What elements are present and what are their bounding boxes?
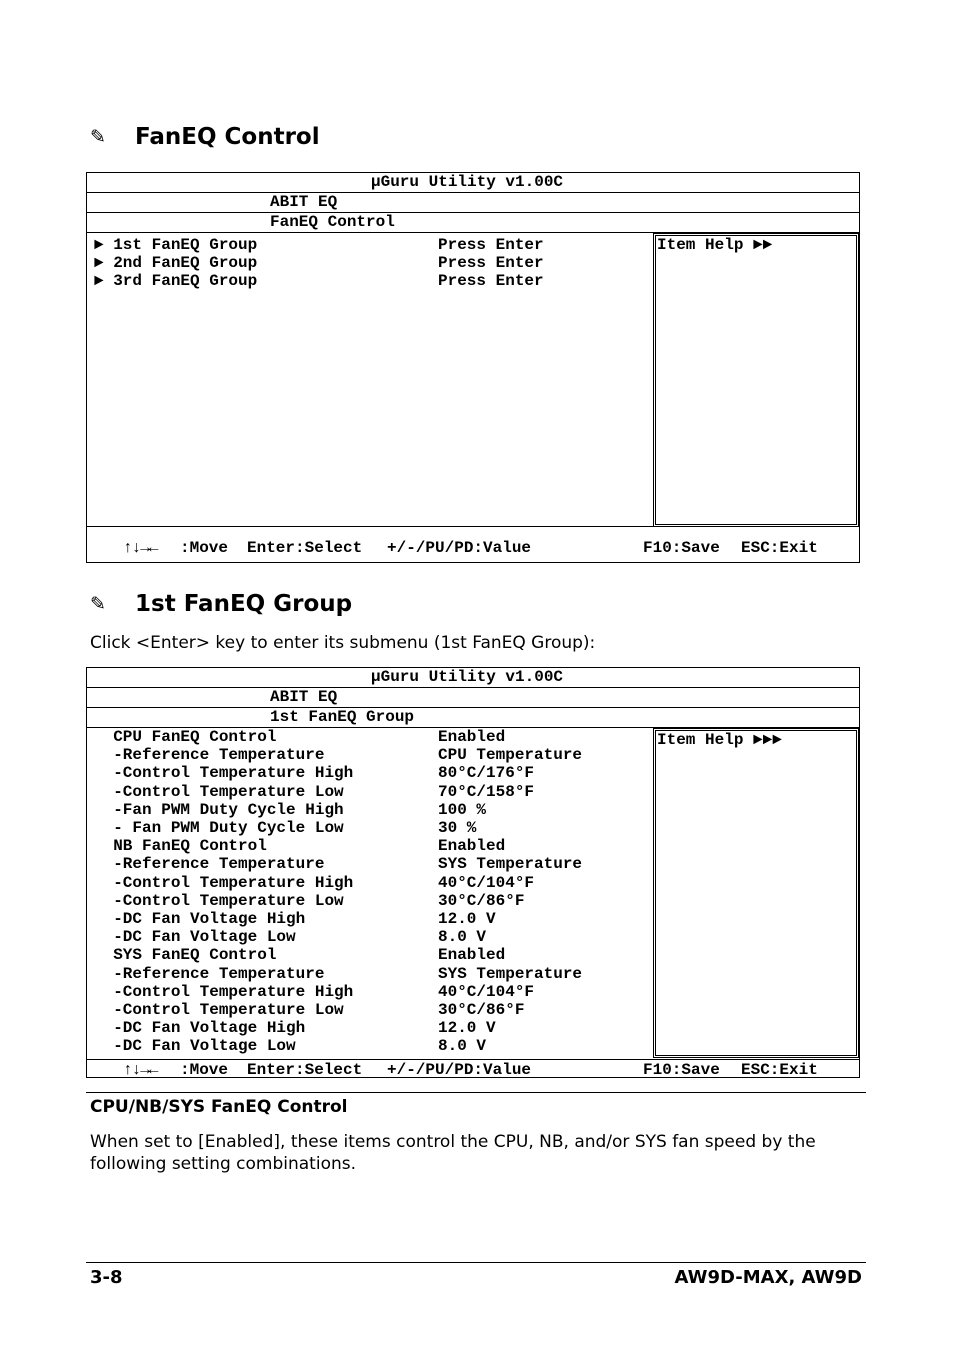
setting-value: 30°C/86°F: [438, 891, 525, 910]
item-help-panel: [653, 728, 859, 1058]
hint-move: :Move: [180, 539, 229, 557]
setting-value: Enabled: [438, 728, 506, 746]
bios-title-bar: [87, 173, 859, 193]
item-help-panel: [653, 233, 859, 527]
subsection-title: CPU/NB/SYS FanEQ Control: [90, 1097, 348, 1117]
setting-value: 8.0 V: [438, 1037, 487, 1056]
bios-screen-1st-faneq-group: [86, 667, 860, 1078]
setting-value: 30 %: [438, 819, 477, 837]
bios-subheader: [87, 688, 859, 708]
intro-text: Click <Enter> key to enter its submenu (1st FanEQ Group):: [90, 633, 596, 653]
item-value: Press Enter: [438, 236, 544, 254]
bios-screen-faneq-control: [86, 172, 860, 563]
hint-move: :Move: [180, 1061, 229, 1079]
setting-value: 8.0 V: [438, 928, 487, 947]
hint-value: +/-/PU/PD:Value: [387, 1061, 532, 1079]
bios-menu-body: [87, 728, 859, 1060]
setting-value: SYS Temperature: [438, 964, 583, 983]
bios-menu-title: 1st FanEQ Group: [270, 708, 415, 726]
bios-subheader: [87, 193, 859, 213]
setting-label: SYS FanEQ Control: [94, 946, 277, 965]
hint-save: F10:Save: [643, 539, 720, 557]
item-label: ► 3rd FanEQ Group: [94, 272, 258, 290]
setting-value: 40°C/104°F: [438, 982, 535, 1001]
section-heading-1st-faneq-group: [90, 591, 352, 617]
bios-title: µGuru Utility v1.00C: [371, 173, 564, 191]
setting-value: 40°C/104°F: [438, 873, 535, 892]
item-value: Press Enter: [438, 254, 544, 272]
setting-value: CPU Temperature: [438, 746, 583, 765]
arrow-keys-icon: ↑↓→←: [123, 539, 158, 557]
section-title: 1st FanEQ Group: [135, 591, 353, 617]
hint-save: F10:Save: [643, 1061, 720, 1079]
description-text: When set to [Enabled], these items control the CPU, NB, and/or SYS fan speed by the following setting combinations.: [90, 1132, 816, 1174]
setting-label: -Reference Temperature: [94, 855, 325, 874]
setting-value: 70°C/158°F: [438, 782, 535, 801]
arrow-keys-icon: ↑↓→←: [123, 1061, 158, 1079]
setting-value: SYS Temperature: [438, 855, 583, 874]
bios-menu-title: FanEQ Control: [270, 213, 395, 231]
hint-select: Enter:Select: [247, 1061, 363, 1079]
bios-menu-body: [87, 233, 859, 527]
section-title: FanEQ Control: [135, 124, 320, 150]
bios-key-hints: [87, 527, 859, 563]
hint-select: Enter:Select: [247, 539, 363, 557]
setting-label: -Control Temperature High: [94, 873, 354, 892]
setting-label: -Control Temperature High: [94, 982, 354, 1001]
setting-label: -DC Fan Voltage High: [94, 1019, 306, 1038]
setting-label: -Reference Temperature: [94, 746, 325, 765]
item-label: ► 1st FanEQ Group: [94, 236, 258, 254]
item-value: Press Enter: [438, 272, 544, 290]
setting-label: -DC Fan Voltage Low: [94, 1037, 296, 1056]
item-help-label: Item Help ►►: [657, 236, 773, 254]
item-label: ► 2nd FanEQ Group: [94, 254, 258, 272]
setting-label: -DC Fan Voltage High: [94, 910, 306, 928]
divider: [86, 1092, 866, 1093]
bios-menu-title-bar: [87, 708, 859, 728]
setting-label: NB FanEQ Control: [94, 837, 267, 856]
setting-value: 80°C/176°F: [438, 764, 535, 783]
setting-label: -Fan PWM Duty Cycle High: [94, 800, 344, 819]
pen-hand-icon: ✎: [90, 593, 106, 615]
footer-rule: [86, 1262, 866, 1263]
setting-value: 30°C/86°F: [438, 1001, 525, 1019]
item-help-label: Item Help ►►►: [657, 731, 782, 749]
setting-value: 12.0 V: [438, 910, 496, 928]
section-heading-faneq-control: [90, 124, 320, 150]
bios-subheader-label: ABIT EQ: [270, 688, 338, 706]
setting-label: -Control Temperature Low: [94, 782, 344, 801]
setting-label: CPU FanEQ Control: [94, 728, 277, 746]
model-name: AW9D-MAX, AW9D: [674, 1267, 862, 1288]
setting-value: Enabled: [438, 837, 506, 856]
pen-hand-icon: ✎: [90, 126, 106, 148]
bios-title: µGuru Utility v1.00C: [371, 668, 564, 686]
setting-value: Enabled: [438, 946, 506, 965]
setting-label: -Control Temperature Low: [94, 891, 344, 910]
setting-value: 100 %: [438, 800, 487, 819]
bios-key-hints: [87, 1060, 859, 1080]
setting-label: - Fan PWM Duty Cycle Low: [94, 819, 344, 837]
setting-label: -Control Temperature High: [94, 764, 354, 783]
setting-label: -Reference Temperature: [94, 964, 325, 983]
setting-label: -DC Fan Voltage Low: [94, 928, 296, 947]
bios-title-bar: [87, 668, 859, 688]
bios-subheader-label: ABIT EQ: [270, 193, 338, 211]
setting-value: 12.0 V: [438, 1019, 496, 1038]
bios-menu-title-bar: [87, 213, 859, 233]
hint-exit: ESC:Exit: [741, 1061, 818, 1079]
page-number: 3-8: [90, 1267, 123, 1288]
hint-value: +/-/PU/PD:Value: [387, 539, 532, 557]
setting-label: -Control Temperature Low: [94, 1001, 344, 1019]
hint-exit: ESC:Exit: [741, 539, 818, 557]
